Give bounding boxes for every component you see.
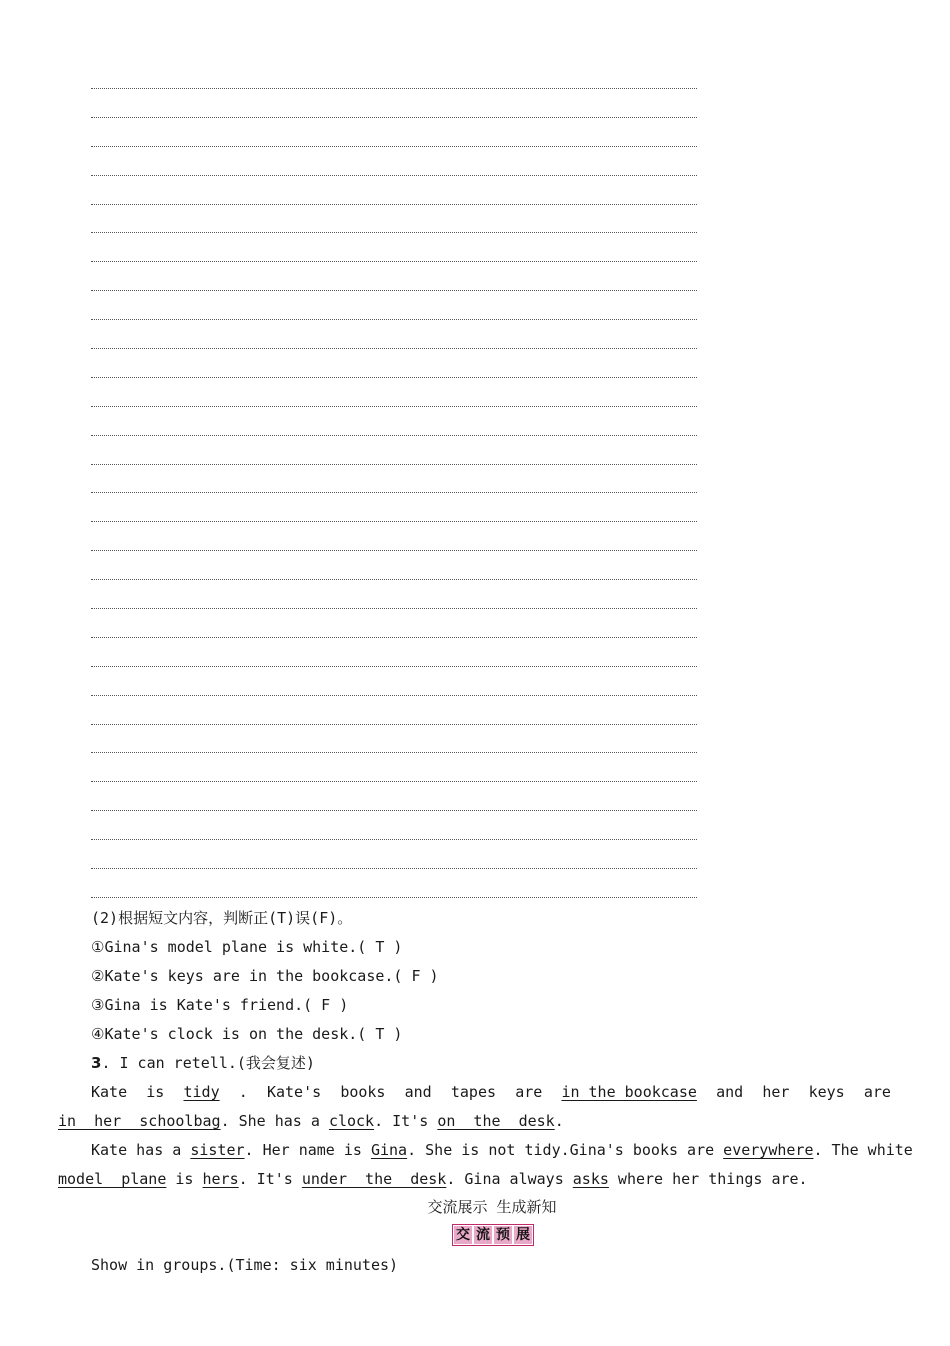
word: is — [146, 1083, 165, 1101]
text: . She has a — [220, 1112, 329, 1130]
rule-line — [91, 810, 697, 811]
badge-char: 流 — [476, 1227, 490, 1243]
word: Kate's — [266, 1083, 322, 1101]
word: are — [863, 1083, 891, 1101]
judge-item-2: ②Kate's keys are in the bookcase.( F ) — [91, 967, 439, 985]
answer-blank: in the bookcase — [561, 1083, 697, 1101]
rule-line — [91, 204, 697, 205]
text: . Her name is — [244, 1141, 371, 1159]
judge-item-4: ④Kate's clock is on the desk.( T ) — [91, 1025, 403, 1043]
rule-line — [91, 695, 697, 696]
badge-char: 展 — [516, 1227, 530, 1243]
text: . The white — [813, 1141, 913, 1159]
rule-line — [91, 464, 697, 465]
answer-blank: everywhere — [723, 1141, 814, 1159]
rule-line — [91, 146, 697, 147]
word: and — [404, 1083, 432, 1101]
retell-p2-line1 — [91, 1140, 913, 1160]
badge-char: 预 — [496, 1227, 510, 1243]
answer-blank: tidy — [183, 1083, 220, 1101]
judge-instruction: (2)根据短文内容，判断正(T)误(F)。 — [91, 909, 353, 927]
rule-line — [91, 550, 697, 551]
word: and — [716, 1083, 744, 1101]
answer-blank: model plane — [58, 1170, 167, 1188]
retell-p1-line1 — [91, 1082, 891, 1102]
text: . She is not tidy.Gina's books are — [407, 1141, 724, 1159]
judge-item-3: ③Gina is Kate's friend.( F ) — [91, 996, 349, 1014]
rule-line — [91, 839, 697, 840]
text: . It's — [374, 1112, 438, 1130]
retell-heading-text: . I can retell.(我会复述) — [101, 1054, 315, 1072]
answer-blank: sister — [190, 1141, 245, 1159]
retell-p2-line2 — [58, 1169, 808, 1189]
rule-line — [91, 406, 697, 407]
rule-line — [91, 724, 697, 725]
rule-line — [91, 290, 697, 291]
retell-p1-line2 — [58, 1111, 564, 1131]
rule-line — [91, 377, 697, 378]
rule-line — [91, 752, 697, 753]
answer-blank: in her schoolbag — [58, 1112, 221, 1130]
word: books — [340, 1083, 386, 1101]
rule-line — [91, 637, 697, 638]
badge-char: 交 — [456, 1227, 470, 1243]
text: . It's — [238, 1170, 302, 1188]
answer-blank: asks — [572, 1170, 609, 1188]
text: . — [554, 1112, 564, 1130]
rule-line — [91, 868, 697, 869]
rule-line — [91, 261, 697, 262]
rule-line — [91, 175, 697, 176]
rule-line — [91, 348, 697, 349]
text: is — [166, 1170, 203, 1188]
retell-heading — [91, 1053, 315, 1073]
text: . Gina always — [446, 1170, 573, 1188]
word: tapes — [450, 1083, 497, 1101]
word: Kate — [91, 1083, 128, 1101]
rule-line — [91, 579, 697, 580]
show-instruction: Show in groups.(Time: six minutes) — [91, 1256, 399, 1274]
word: keys — [808, 1083, 845, 1101]
rule-line — [91, 117, 697, 118]
retell-number: 3 — [91, 1054, 102, 1072]
rule-line — [91, 897, 697, 898]
text: Kate has a — [91, 1141, 191, 1159]
answer-blank: on the desk — [437, 1112, 555, 1130]
rule-line — [91, 435, 697, 436]
section-badge — [452, 1224, 534, 1246]
judge-item-1: ①Gina's model plane is white.( T ) — [91, 938, 403, 956]
rule-line — [91, 88, 697, 89]
section-title: 交流展示 生成新知 — [427, 1198, 557, 1216]
rule-line — [91, 781, 697, 782]
rule-line — [91, 319, 697, 320]
writing-lines — [91, 88, 697, 926]
answer-blank: clock — [328, 1112, 375, 1130]
rule-line — [91, 666, 697, 667]
word: her — [762, 1083, 790, 1101]
rule-line — [91, 232, 697, 233]
word: are — [515, 1083, 543, 1101]
answer-blank: Gina — [370, 1141, 408, 1159]
rule-line — [91, 492, 697, 493]
answer-blank: under the desk — [301, 1170, 447, 1188]
rule-line — [91, 608, 697, 609]
rule-line — [91, 521, 697, 522]
answer-blank: hers — [202, 1170, 239, 1188]
word: . — [238, 1083, 248, 1101]
text: where her things are. — [608, 1170, 808, 1188]
